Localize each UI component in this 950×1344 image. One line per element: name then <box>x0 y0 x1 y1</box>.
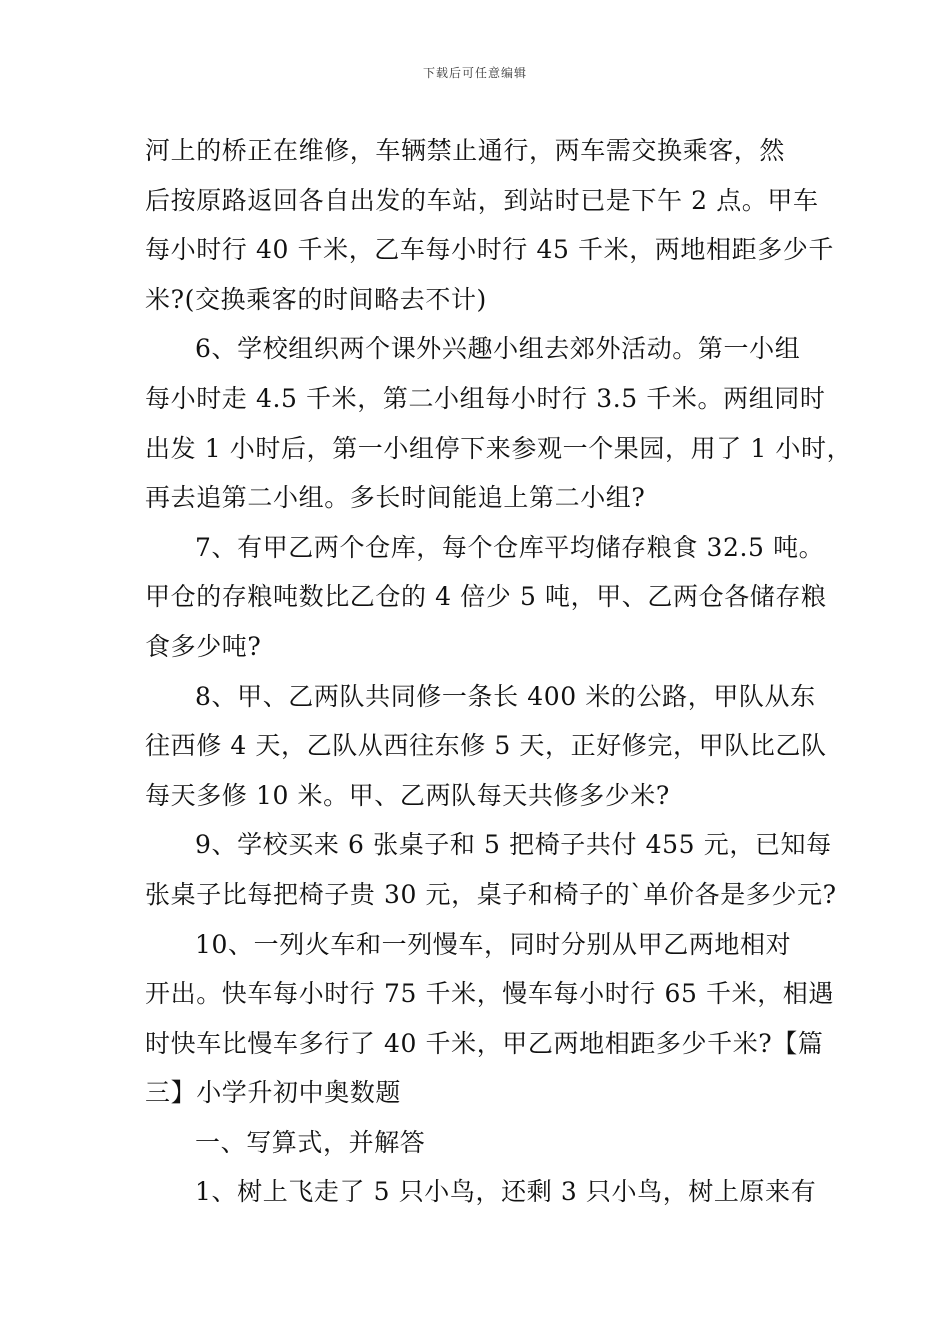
text-line: 时快车比慢车多行了 40 千米，甲乙两地相距多少千米?【篇 <box>145 1028 824 1058</box>
problem-9-line: 9、学校买来 6 张桌子和 5 把椅子共付 455 元，已知每 <box>195 830 832 860</box>
text-line: 往西修 4 天，乙队从西往东修 5 天，正好修完，甲队比乙队 <box>145 731 827 761</box>
text-line: 每小时行 40 千米，乙车每小时行 45 千米，两地相距多少千 <box>145 235 835 265</box>
section-title-line: 三】小学升初中奥数题 <box>145 1078 402 1108</box>
text-line: 每天多修 10 米。甲、乙两队每天共修多少米? <box>145 780 670 810</box>
problem-6-line: 6、学校组织两个课外兴趣小组去郊外活动。第一小组 <box>195 334 801 364</box>
problem-1-line: 1、树上飞走了 5 只小鸟，还剩 3 只小鸟，树上原来有 <box>195 1177 817 1207</box>
text-line: 每小时走 4.5 千米，第二小组每小时行 3.5 千米。两组同时 <box>145 383 826 413</box>
page-header: 下载后可任意编辑 <box>422 66 527 80</box>
problem-10-line: 10、一列火车和一列慢车，同时分别从甲乙两地相对 <box>195 929 792 959</box>
text-line: 开出。快车每小时行 75 千米，慢车每小时行 65 千米，相遇 <box>145 979 835 1009</box>
text-line: 甲仓的存粮吨数比乙仓的 4 倍少 5 吨，甲、乙两仓各储存粮 <box>145 582 827 612</box>
subsection-heading: 一、写算式，并解答 <box>195 1127 426 1157</box>
text-line: 河上的桥正在维修，车辆禁止通行，两车需交换乘客，然 <box>145 136 786 165</box>
text-line: 米?(交换乘客的时间略去不计) <box>145 284 487 314</box>
text-line: 后按原路返回各自出发的车站，到站时已是下午 2 点。甲车 <box>145 185 819 215</box>
text-line: 张桌子比每把椅子贵 30 元，桌子和椅子的`单价各是多少元? <box>145 879 837 909</box>
text-line: 再去追第二小组。多长时间能追上第二小组? <box>145 483 646 513</box>
document-body <box>145 126 853 1217</box>
text-line: 出发 1 小时后，第一小组停下来参观一个果园，用了 1 小时， <box>145 433 853 463</box>
problem-7-line: 7、有甲乙两个仓库，每个仓库平均储存粮食 32.5 吨。 <box>195 532 825 562</box>
problem-8-line: 8、甲、乙两队共同修一条长 400 米的公路，甲队从东 <box>195 681 816 711</box>
text-line: 食多少吨? <box>145 631 262 661</box>
